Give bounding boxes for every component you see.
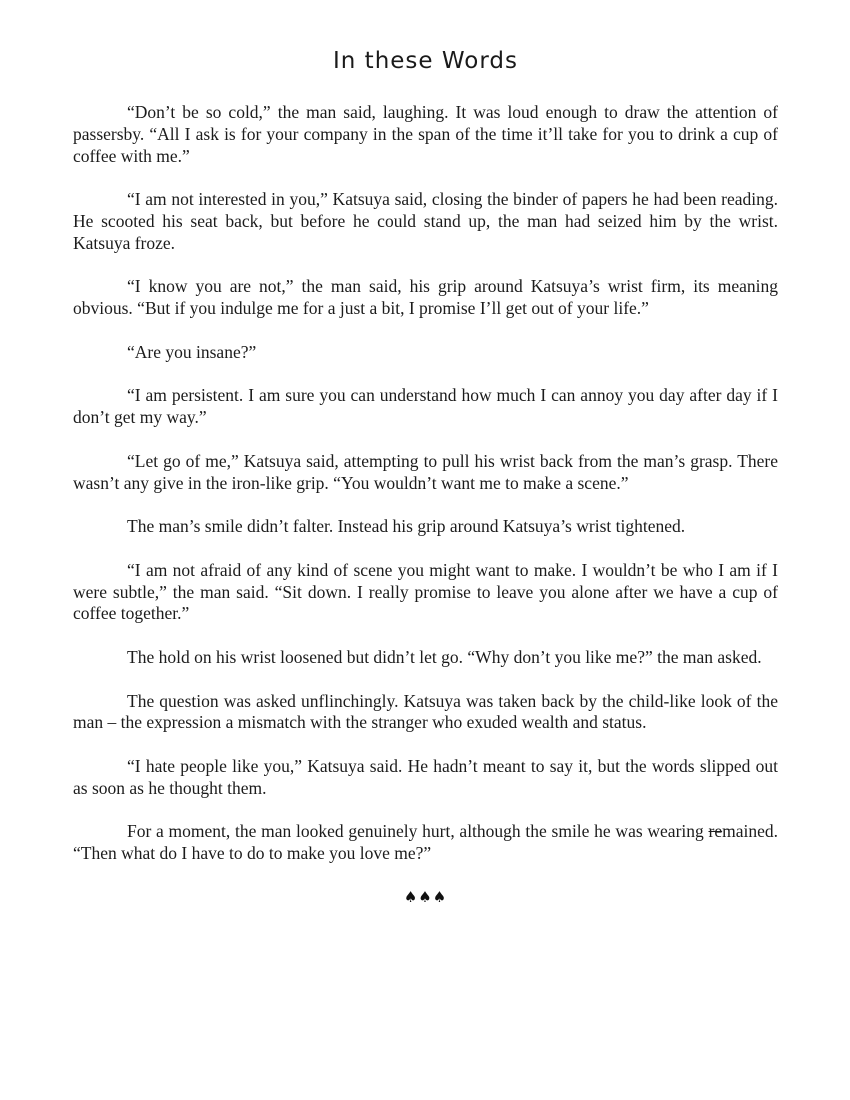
scene-break-spades-icon: ♠♠♠ — [403, 887, 448, 906]
story-paragraph: “I am persistent. I am sure you can understand how much I can annoy you day after day if I don’t get my way.” — [73, 385, 778, 428]
story-paragraph: “I know you are not,” the man said, his grip around Katsuya’s wrist firm, its meaning obvious. “But if you indulge me for a just a bit, I promise I’ll get out of your life.” — [73, 276, 778, 319]
struck-through-text: re — [708, 821, 723, 842]
story-paragraph: The question was asked unflinchingly. Katsuya was taken back by the child-like look of the man – the expression a mismatch with the stranger who exuded wealth and status. — [73, 690, 778, 733]
story-paragraph: “I am not afraid of any kind of scene you might want to make. I wouldn’t be who I am if I were subtle,” the man said. “Sit down. I really promise to leave you alone after we have a cup of coffee together.” — [73, 559, 778, 624]
paragraph-text-after-strike: mained. “Then what do I have to do to make you love me?” — [73, 821, 778, 864]
story-body — [73, 102, 778, 908]
story-paragraph: “I hate people like you,” Katsuya said. He hadn’t meant to say it, but the words slipped out as soon as he thought them. — [73, 755, 778, 798]
page-title: In these Words — [333, 48, 518, 74]
story-paragraph: The man’s smile didn’t falter. Instead his grip around Katsuya’s wrist tightened. — [127, 516, 686, 537]
story-paragraph: “Are you insane?” — [127, 341, 257, 362]
paragraph-text-before-strike: For a moment, the man looked genuinely hurt, although the smile he was wearing — [127, 821, 709, 842]
story-paragraph: “Let go of me,” Katsuya said, attempting to pull his wrist back from the man’s grasp. There wasn’t any give in the iron-like grip. “You wouldn’t want me to make a scene.” — [73, 450, 778, 493]
story-paragraph: “I am not interested in you,” Katsuya said, closing the binder of papers he had been reading. He scooted his seat back, but before he could stand up, the man had seized him by the wrist. Katsuya froze. — [73, 189, 778, 253]
story-paragraph-with-strikethrough — [73, 821, 778, 865]
story-paragraph: The hold on his wrist loosened but didn’t let go. “Why don’t you like me?” the man asked. — [127, 646, 762, 667]
story-paragraph: “Don’t be so cold,” the man said, laughing. It was loud enough to draw the attention of passersby. “All I ask is for your company in the span of the time it’ll take for you to drink a cup of coffee with me.” — [73, 102, 778, 166]
